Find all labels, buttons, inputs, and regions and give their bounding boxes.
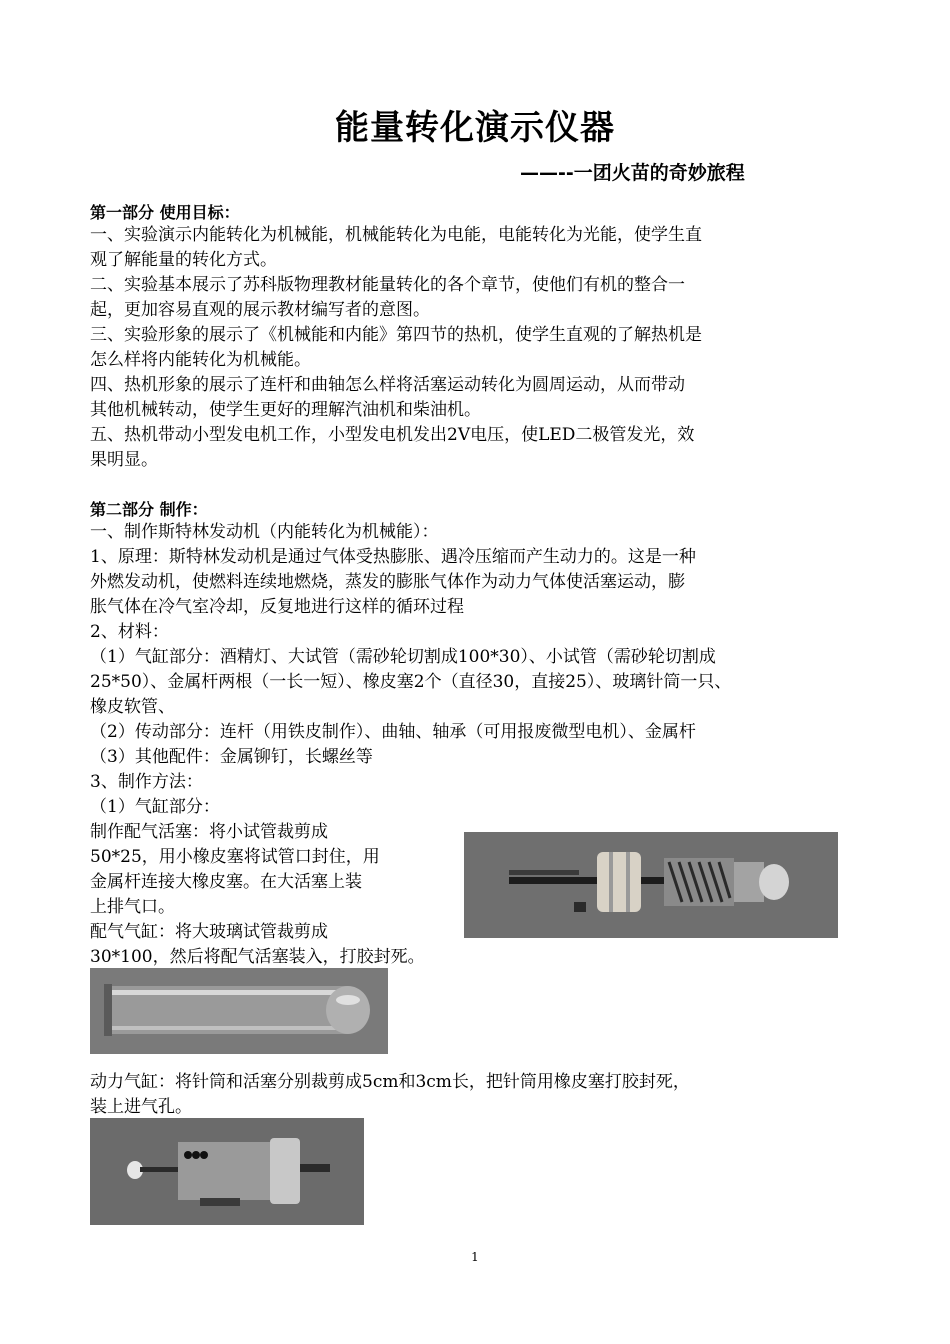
paragraph-line: 2、材料： [90,622,169,642]
paragraph-line: 外燃发动机，使燃料连续地燃烧，蒸发的膨胀气体作为动力气体使活塞运动，膨 [90,572,685,592]
paragraph-line: 50*25，用小橡皮塞将试管口封住，用 [90,847,380,867]
paragraph-line: 配气气缸：将大玻璃试管裁剪成 [90,922,328,942]
paragraph-line: 一、实验演示内能转化为机械能，机械能转化为电能，电能转化为光能，使学生直 [90,225,702,245]
paragraph-line: 25*50）、金属杆两根（一长一短）、橡皮塞2个（直径30，直接25）、玻璃针筒一只、 [90,672,732,692]
paragraph-line: 制作配气活塞：将小试管裁剪成 [90,822,328,842]
paragraph-line: 动力气缸：将针筒和活塞分别裁剪成5cm和3cm长，把针筒用橡皮塞打胶封死， [90,1072,690,1092]
test-tube-illustration [90,968,388,1054]
piston-illustration [464,832,838,938]
paragraph-line: 金属杆连接大橡皮塞。在大活塞上装 [90,872,362,892]
paragraph-line: 二、实验基本展示了苏科版物理教材能量转化的各个章节，使他们有机的整合一 [90,275,685,295]
paragraph-line: 上排气口。 [90,897,175,917]
paragraph-line: 四、热机形象的展示了连杆和曲轴怎么样将活塞运动转化为圆周运动，从而带动 [90,375,685,395]
power-cylinder-illustration [90,1118,364,1225]
section1-heading: 第一部分 使用目标： [90,203,240,222]
paragraph-line: 胀气体在冷气室冷却，反复地进行这样的循环过程 [90,597,464,617]
document-subtitle: ——--一团火苗的奇妙旅程 [520,162,745,184]
document-title: 能量转化演示仪器 [335,108,615,148]
paragraph-line: 30*100，然后将配气活塞装入，打胶封死。 [90,947,425,967]
paragraph-line: 怎么样将内能转化为机械能。 [90,350,311,370]
paragraph-line: 橡皮软管、 [90,697,175,717]
paragraph-line: 一、制作斯特林发动机（内能转化为机械能）： [90,522,439,542]
paragraph-line: 五、热机带动小型发电机工作，小型发电机发出2V电压，使LED二极管发光，效 [90,425,695,445]
paragraph-line: 观了解能量的转化方式。 [90,250,277,270]
page-number: 1 [471,1250,479,1264]
paragraph-line: 1、原理：斯特林发动机是通过气体受热膨胀、遇冷压缩而产生动力的。这是一种 [90,547,696,567]
paragraph-line: （3）其他配件：金属铆钉，长螺丝等 [90,747,373,767]
paragraph-line: 其他机械转动，使学生更好的理解汽油机和柴油机。 [90,400,481,420]
section2-heading: 第二部分 制作： [90,500,208,519]
piston-photo [464,832,838,938]
paragraph-line: 三、实验形象的展示了《机械能和内能》第四节的热机，使学生直观的了解热机是 [90,325,702,345]
paragraph-line: 装上进气孔。 [90,1097,192,1117]
paragraph-line: 3、制作方法： [90,772,203,792]
paragraph-line: （2）传动部分：连杆（用铁皮制作）、曲轴、轴承（可用报废微型电机）、金属杆 [90,722,696,742]
paragraph-line: 果明显。 [90,450,158,470]
paragraph-line: 起，更加容易直观的展示教材编写者的意图。 [90,300,430,320]
power-cylinder-photo [90,1118,364,1225]
paragraph-line: （1）气缸部分：酒精灯、大试管（需砂轮切割成100*30）、小试管（需砂轮切割成 [90,647,716,667]
test-tube-photo [90,968,388,1054]
paragraph-line: （1）气缸部分： [90,797,220,817]
